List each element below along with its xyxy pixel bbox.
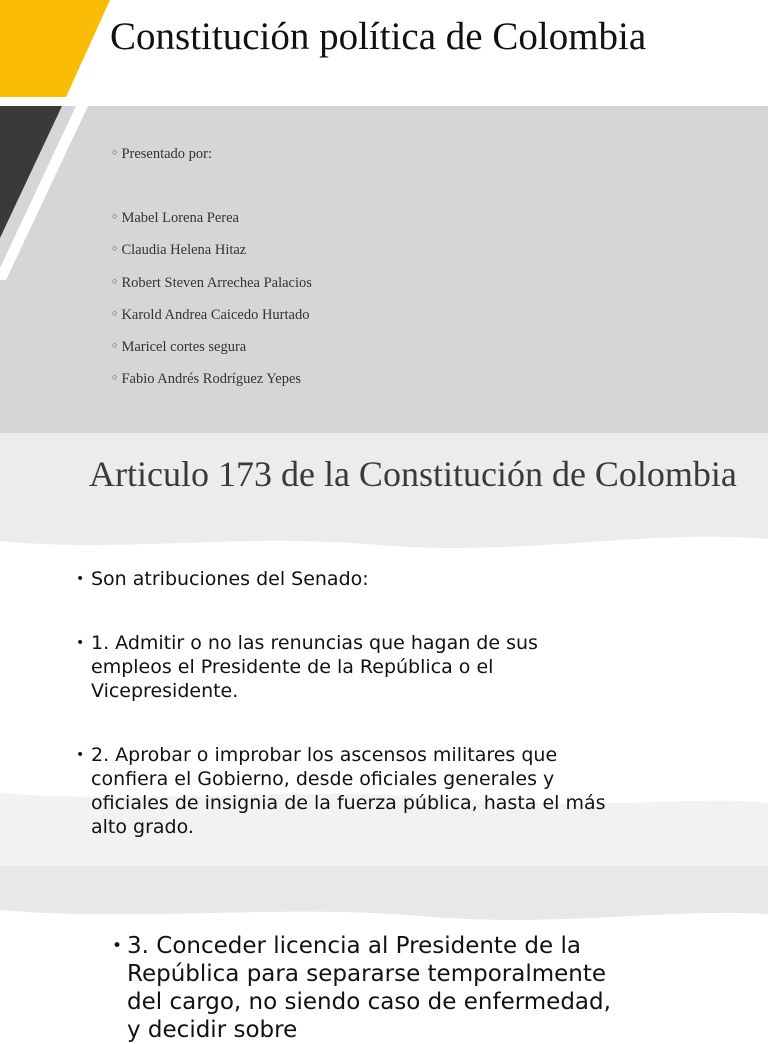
article-items <box>76 567 616 879</box>
article-item: • 1. Admitir o no las renuncias que hagan de sus empleos el Presidente de la República o el Vicepresidente. <box>76 632 538 702</box>
article-item: • 3. Conceder licencia al Presidente de la República para separarse temporalmente del cargo, no siendo caso de enfermedad, y decidir sobre <box>112 933 611 1043</box>
presenter-item: ○ Claudia Helena Hitaz <box>112 242 247 259</box>
presenter-item: ○ Mabel Lorena Perea <box>112 210 239 226</box>
article-items <box>112 932 612 1044</box>
presentation-title: Constitución política de Colombia <box>110 15 647 58</box>
yellow-stripe <box>0 0 110 97</box>
article-title: Articulo 173 de la Constitución de Colombia <box>89 454 737 494</box>
article-item: • Son atribuciones del Senado: <box>76 568 369 590</box>
presenter-list <box>112 142 712 400</box>
article-item: • 2. Aprobar o improbar los ascensos militares que confiera el Gobierno, desde oficiales generales y oficiales de insignia de la fuerza pública, hasta el más alto grado. <box>76 744 606 838</box>
presenter-item: ○ Karold Andrea Caicedo Hurtado <box>112 306 310 323</box>
presenter-item: ○ Fabio Andrés Rodríguez Yepes <box>112 371 302 388</box>
presenter-item: ○ Robert Steven Arrechea Palacios <box>112 274 312 291</box>
slide-title <box>0 0 768 433</box>
slide-article-173-continued <box>0 866 768 1043</box>
slide-article-173 <box>0 433 768 866</box>
presenter-label: ○ Presentado por: <box>112 146 213 162</box>
presenter-item: ○ Maricel cortes segura <box>112 339 247 356</box>
